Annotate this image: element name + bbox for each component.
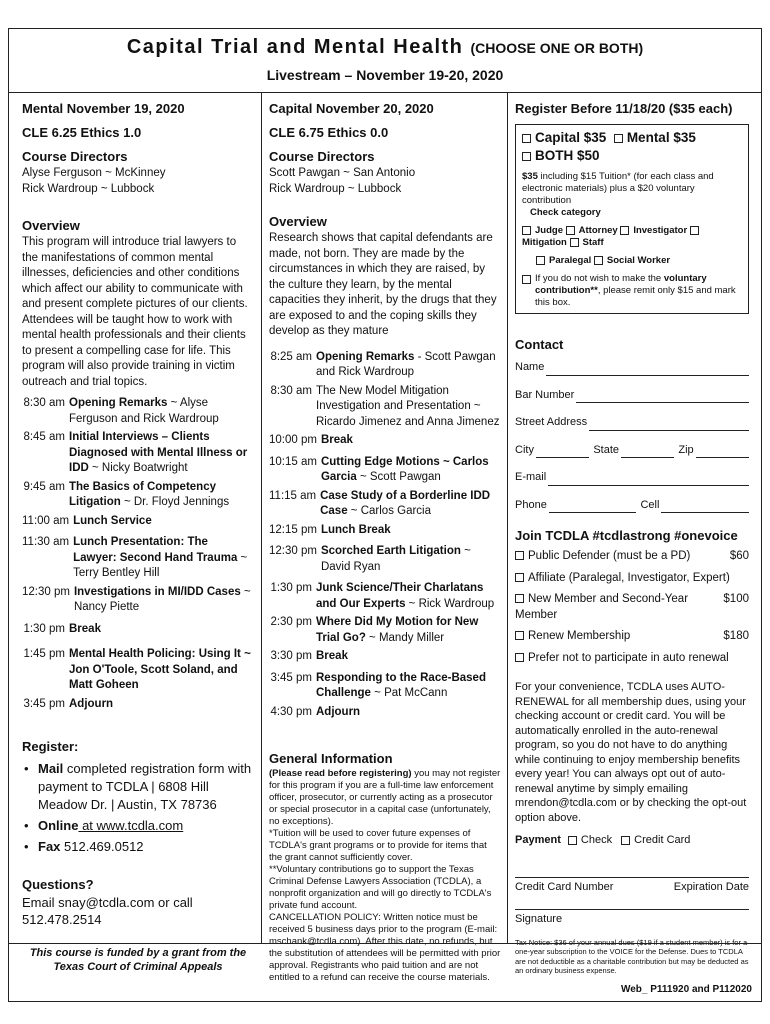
city-state-zip-field[interactable]: City State Zip: [515, 443, 749, 459]
auto-renew-optout-option[interactable]: Prefer not to participate in auto renewal: [515, 651, 749, 667]
form-code: Web_ P111920 and P112020: [620, 984, 752, 995]
schedule-row: 1:45 pm Mental Health Policing: Using It ~ Jon O'Toole, Scott Soland, and Matt Goheen: [23, 648, 251, 691]
mental-column: [22, 100, 254, 974]
schedule-row: 4:30 pm Adjourn: [270, 705, 361, 718]
register-online[interactable]: • Online at www.tcdla.com: [22, 817, 254, 835]
both-option: BOTH $50: [522, 147, 742, 165]
page-footer: [8, 943, 762, 1002]
schedule-row: 3:45 pm Responding to the Race-Based Challenge ~ Pat McCann: [270, 671, 486, 699]
name-field[interactable]: Name: [515, 360, 749, 376]
title-subtitle: (CHOOSE ONE OR BOTH): [470, 40, 644, 56]
mental-heading: Mental November 19, 2020: [22, 101, 185, 116]
card-number-field[interactable]: Credit Card Number Expiration Date: [515, 877, 749, 896]
schedule-row: 2:30 pm Where Did My Motion for New Trial Go? ~ Mandy Miller: [270, 616, 479, 644]
category-options-2: Paralegal Social Worker: [536, 255, 742, 267]
social-worker-checkbox[interactable]: [594, 256, 603, 265]
registration-options-box: [515, 124, 749, 314]
capital-cle: CLE 6.75 Ethics 0.0: [269, 125, 389, 140]
schedule-row: 12:30 pm Scorched Earth Litigation ~ David Ryan: [269, 545, 471, 573]
schedule-row: 11:00 am Lunch Service: [22, 514, 152, 527]
capital-overview-text: Research shows that capital defendants are made, not born. They are made by the circumstances in which they are raised, by the culture they learn, by the mental capacities they inherit, by the drugs that they are exposed to and the coping skills they develop as they mature: [269, 232, 497, 337]
email-field[interactable]: E-mail: [515, 470, 749, 486]
title-text: Capital Trial and Mental Health: [126, 36, 464, 58]
optout-row: If you do not wish to make the voluntary contribution**, please remit only $15 and mark this box.: [522, 273, 742, 309]
mitigation-checkbox[interactable]: [690, 226, 699, 235]
mental-cle: CLE 6.25 Ethics 1.0: [22, 125, 142, 140]
schedule-row: 9:45 am The Basics of Competency Litigation ~ Dr. Floyd Jennings: [23, 480, 230, 508]
register-fax: • Fax 512.469.0512: [22, 838, 254, 856]
capital-heading: Capital November 20, 2020: [269, 101, 434, 116]
schedule-row: 1:30 pm Break: [23, 622, 101, 635]
contact-heading: Contact: [515, 337, 564, 352]
schedule-row: 10:00 pm Break: [269, 434, 353, 446]
general-info-heading: General Information: [269, 751, 393, 766]
optout-checkbox[interactable]: [522, 275, 531, 284]
schedule-row: 8:25 am Opening Remarks - Scott Pawgan and Rick Wardroup: [270, 350, 496, 378]
membership-option[interactable]: Public Defender (must be a PD) $60: [515, 549, 749, 565]
bar-number-field[interactable]: Bar Number: [515, 388, 749, 404]
street-address-field[interactable]: Street Address: [515, 415, 749, 431]
category-options: Judge Attorney Investigator Mitigation Staff: [522, 225, 742, 249]
register-before-heading: Register Before 11/18/20 ($35 each): [515, 101, 733, 116]
capital-overview-heading: Overview: [269, 214, 327, 229]
schedule-row: 8:30 am Opening Remarks ~ Alyse Ferguson and Rick Wardroup: [23, 397, 219, 425]
mental-directors-heading: Course Directors: [22, 149, 128, 164]
capital-checkbox[interactable]: [522, 134, 531, 143]
category-label: Check category: [530, 207, 601, 218]
schedule-row: 12:15 pm Lunch Break: [269, 523, 391, 536]
mental-schedule: [22, 396, 254, 712]
mental-checkbox[interactable]: [614, 134, 623, 143]
schedule-row: 10:15 am Cutting Edge Motions ~ Carlos Garcia ~ Scott Pawgan: [269, 455, 489, 483]
general-info-text: (Please read before registering) you may not register for this program if you are a full-time law enforcement officer, prosecutor, or currently acting as a prosecutor or special prosecutor in a capital case (unfortunately, no exceptions). *Tuition will be used to cover future expenses of TCDLA's grant programs or to provide for items that the grant cannot sufficiently cover. **Voluntary contributions go to support the Texas Criminal Defense Lawyers Association (TCDLA), a nonprofit organization and will go directly to TCDLA's private fund account. CANCELLATION POLICY: Written notice must be received 5 business days prior to the program (E-mail: mschank@tcdla.com). After this date, no refunds, but the substitution of attendees will be permitted with prior approval. Registrants who paid tuition and are not entitled to a refund can receive the course materials.: [269, 768, 501, 983]
schedule-row: 1:30 pm Junk Science/Their Charlatans and Our Experts ~ Rick Wardroup: [270, 582, 495, 610]
schedule-row: 3:45 pm Adjourn: [23, 697, 114, 710]
capital-schedule: [269, 350, 501, 721]
mental-director: Rick Wardroup ~ Lubbock: [22, 182, 155, 195]
capital-director: Rick Wardroup ~ Lubbock: [269, 182, 402, 195]
paralegal-checkbox[interactable]: [536, 256, 545, 265]
staff-checkbox[interactable]: [570, 238, 579, 247]
membership-option[interactable]: Affiliate (Paralegal, Investigator, Expert): [515, 571, 749, 587]
schedule-row: 11:15 am Case Study of a Borderline IDD Case ~ Carlos Garcia: [269, 489, 491, 517]
register-column: [515, 100, 749, 976]
schedule-row: 8:30 am The New Model Mitigation Investigation and Presentation ~ Ricardo Jimenez and Anna Jimenez: [270, 384, 500, 428]
schedule-row: 8:45 am Initial Interviews – Clients Diagnosed with Mental Illness or IDD ~ Nicky Boatwright: [23, 431, 248, 474]
questions-heading: Questions?: [22, 877, 94, 892]
fee-note: $35 including $15 Tuition* (for each class and electronic materials) plus a $20 voluntary contribution: [522, 171, 714, 206]
column-divider-2: [507, 93, 508, 943]
questions-text: Email snay@tcdla.com or call 512.478.2514: [22, 895, 193, 927]
payment-row: Payment Check Credit Card: [515, 834, 691, 846]
capital-column: [269, 100, 501, 984]
capital-director: Scott Pawgan ~ San Antonio: [269, 167, 416, 179]
event-date: Livestream – November 19-20, 2020: [266, 67, 504, 83]
membership-option[interactable]: Renew Membership $180: [515, 629, 749, 645]
mental-overview-text: This program will introduce trial lawyers to the manifestations of common mental illnesses, deficiencies and other conditions which affect our ability to communicate with and present complete pictures of our clients. Attendees will be taught how to work with mental health professionals and their clients to present a compelling case for life. This program will also provide training in victim outreach and trial topics.: [22, 236, 248, 388]
membership-option[interactable]: New Member and Second-Year Member $100: [515, 593, 749, 621]
mental-director: Alyse Ferguson ~ McKinney: [22, 167, 166, 179]
auto-renewal-text: For your convenience, TCDLA uses AUTO-RENEWAL for all membership dues, using your checking account or credit card. You will be automatically enrolled in the auto-renewal program, so you do not have to do anything while continuing to enjoy membership benefits every year! You can always opt out of auto-renewal anytime by simply emailing mrendon@tcdla.com or by checking the opt-out option above.: [515, 681, 747, 824]
tax-notice: Tax Notice: $36 of your annual dues ($19 if a student member) is for a one-year subscription to the VOICE for the Defense. Dues to TCDLA are not deductible as a charitable contribution but may be deducted as an ordinary business expense.: [515, 937, 749, 975]
phone-cell-field[interactable]: Phone Cell: [515, 498, 749, 514]
funding-note: This course is funded by a grant from the Texas Court of Criminal Appeals: [29, 947, 247, 973]
mental-overview-heading: Overview: [22, 218, 80, 233]
schedule-row: 11:30 am Lunch Presentation: The Lawyer: Second Hand Trauma ~ Terry Bentley Hill: [22, 536, 248, 579]
header-divider: [8, 92, 762, 93]
attorney-checkbox[interactable]: [566, 226, 575, 235]
signature-field[interactable]: Signature: [515, 909, 749, 928]
column-divider-1: [261, 93, 262, 943]
capital-directors-heading: Course Directors: [269, 149, 375, 164]
register-heading: Register:: [22, 739, 79, 754]
register-mail: • Mail completed registration form with payment to TCDLA | 6808 Hill Meadow Dr. | Austin, TX 78736: [22, 760, 254, 814]
schedule-row: 3:30 pm Break: [270, 650, 348, 662]
schedule-row: 12:30 pm Investigations in MI/IDD Cases ~ Nancy Piette: [22, 585, 251, 613]
check-checkbox[interactable]: [568, 836, 577, 845]
both-checkbox[interactable]: [522, 152, 531, 161]
course-options: Capital $35 Mental $35: [522, 129, 742, 147]
judge-checkbox[interactable]: [522, 226, 531, 235]
investigator-checkbox[interactable]: [620, 226, 629, 235]
register-methods: [22, 760, 254, 856]
credit-card-checkbox[interactable]: [621, 836, 630, 845]
page-title: [0, 36, 770, 59]
join-heading: Join TCDLA #tcdlastrong #onevoice: [515, 528, 738, 543]
